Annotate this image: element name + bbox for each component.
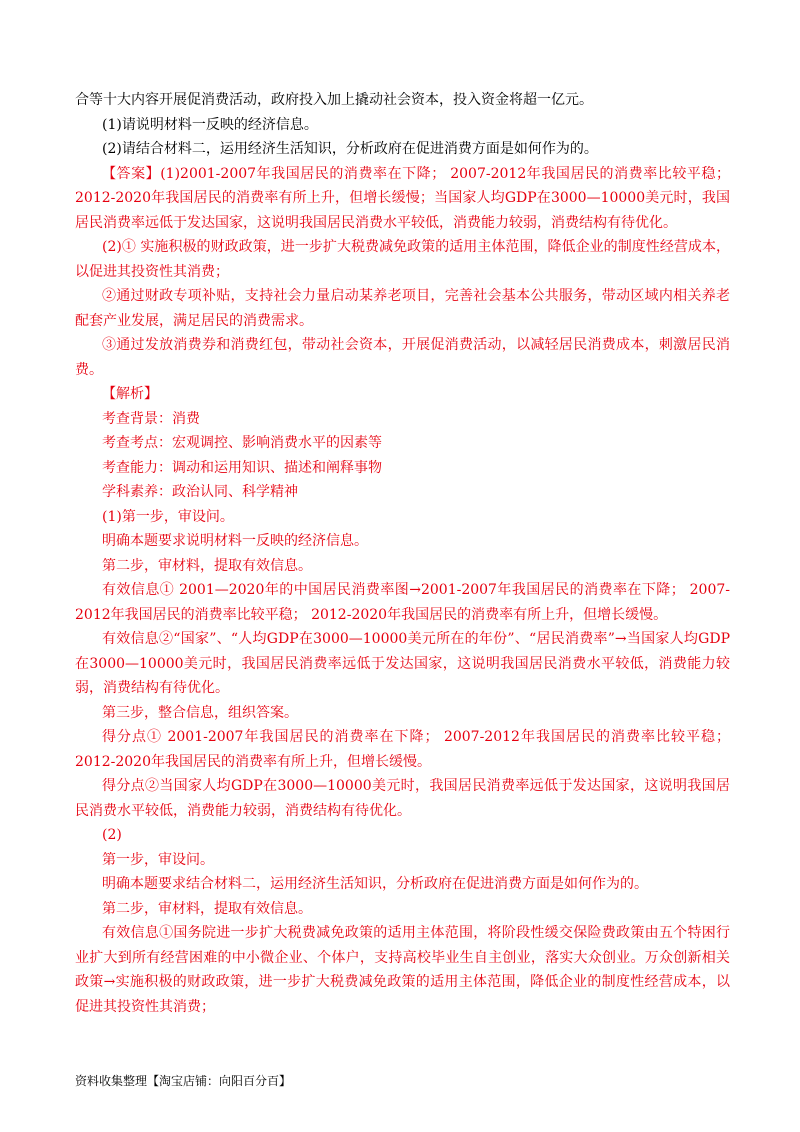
question-1: (1)请说明材料一反映的经济信息。: [102, 116, 318, 133]
answer-part-1: 【答案】(1)2001-2007年我国居民的消费率在下降； 2007-2012年我国居民的消费率比较平稳；2012-2020年我国居民的消费率有所上升，但增长缓慢；当国家人均GDP在3000—10000美元时，我国居民消费率远低于发达国家，这说明我国居民消费水平较低，消费能力较弱，消费结构有待优化。: [75, 165, 730, 231]
step-1-question: (1)第一步，审设问。: [102, 508, 234, 525]
analysis-background: 考查背景：消费: [102, 410, 200, 427]
material-text-line: 合等十大内容开展促消费活动，政府投入加上撬动社会资本，投入资金将超一亿元。: [75, 92, 593, 108]
score-point-1: 得分点① 2001-2007年我国居民的消费率在下降； 2007-2012年我国居民的消费率比较平稳； 2012-2020年我国居民的消费率有所上升，但增长缓慢。: [75, 729, 730, 770]
part-2-valid-info-1: 有效信息①国务院进一步扩大税费减免政策的适用主体范围，将阶段性缓交保险费政策由五个特困行业扩大到所有经营困难的中小微企业、个体户，支持高校毕业生自主创业，落实大众创业。万众创新相关政策→实施积极的财政政策，进一步扩大税费减免政策的适用主体范围，降低企业的制度性经营成本，以促进其投资性其消费；: [75, 925, 730, 1015]
answer-part-2-point-3: ③通过发放消费券和消费红包，带动社会资本，开展促消费活动，以减轻居民消费成本，刺激居民消费。: [75, 337, 730, 378]
valid-info-1: 有效信息① 2001—2020年的中国居民消费率图→2001-2007年我国居民的消费率在下降； 2007-2012年我国居民的消费率比较平稳； 2012-2020年我国居民的消费率有所上升，但增长缓慢。: [75, 582, 730, 623]
part-2-step-2: 第二步，审材料，提取有效信息。: [102, 900, 312, 917]
part-2-step-1-detail: 明确本题要求结合材料二，运用经济生活知识，分析政府在促进消费方面是如何作为的。: [102, 876, 648, 892]
step-1-detail: 明确本题要求说明材料一反映的经济信息。: [102, 533, 368, 549]
analysis-heading: 【解析】: [102, 386, 158, 402]
score-point-2: 得分点②当国家人均GDP在3000—10000美元时，我国居民消费率远低于发达国家，这说明我国居民消费水平较低，消费能力较弱，消费结构有待优化。: [75, 778, 730, 819]
analysis-literacy: 学科素养：政治认同、科学精神: [102, 484, 298, 500]
analysis-ability: 考查能力：调动和运用知识、描述和阐释事物: [102, 459, 382, 476]
valid-info-2: 有效信息②“国家”、“人均GDP在3000—10000美元所在的年份”、“居民消费率”→当国家人均GDP在3000—10000美元时，我国居民消费率远低于发达国家，这说明我国居民消费水平较低，消费能力较弱，消费结构有待优化。: [75, 631, 730, 696]
question-2: (2)请结合材料二，运用经济生活知识，分析政府在促进消费方面是如何作为的。: [102, 141, 598, 157]
answer-part-2-point-1: (2)① 实施积极的财政政策，进一步扩大税费减免政策的适用主体范围，降低企业的制度性经营成本，以促进其投资性其消费；: [75, 239, 730, 280]
part-2-step-1: 第一步，审设问。: [102, 851, 214, 868]
step-3-organize: 第三步，整合信息，组织答案。: [102, 704, 298, 721]
document-body: [75, 88, 730, 1019]
step-2-material: 第二步，审材料，提取有效信息。: [102, 557, 312, 574]
part-2-label: (2): [102, 827, 122, 843]
page-footer: 资料收集整理【淘宝店铺：向阳百分百】: [75, 1074, 292, 1088]
answer-part-2-point-2: ②通过财政专项补贴，支持社会力量启动某养老项目，完善社会基本公共服务，带动区域内相关养老配套产业发展，满足居民的消费需求。: [75, 288, 730, 329]
analysis-points: 考查考点：宏观调控、影响消费水平的因素等: [102, 435, 382, 451]
